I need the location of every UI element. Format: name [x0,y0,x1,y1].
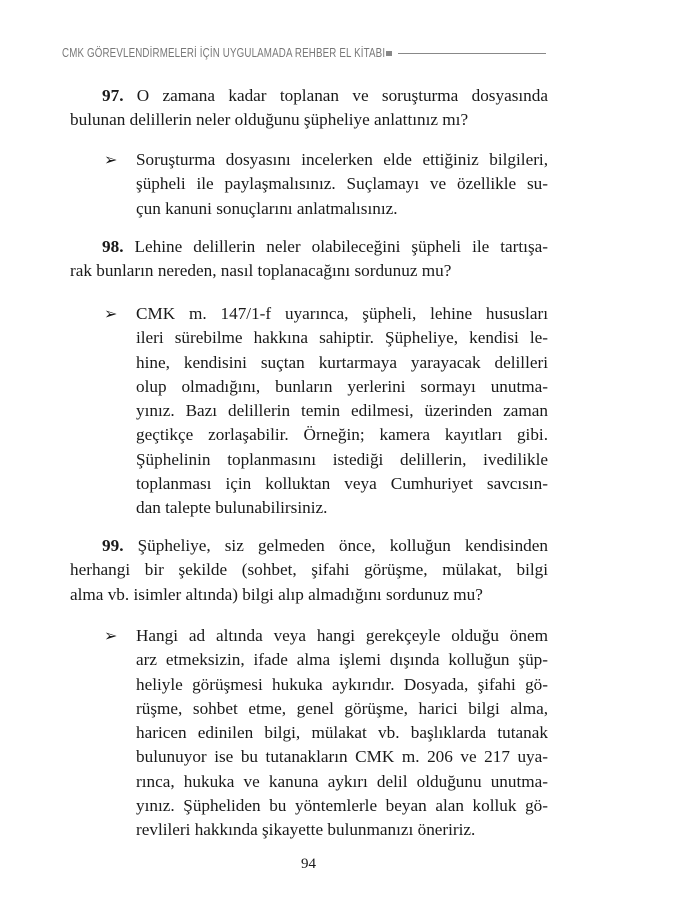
answer-line: heliyle görüşmesi hukuka aykırıdır. Dosyada, şifahi gö- [136,674,548,694]
question-line: herhangi bir şekilde (sohbet, şifahi görüşme, mülakat, bilgi [70,560,548,580]
answer-line: arz etmeksizin, ifade alma işlemi dışında kolluğun şüp- [136,650,548,670]
arrow-right-icon: ➢ [104,306,118,323]
answer-line: Şüphelinin toplanmasını istediği delillerin, ivedilikle [136,449,548,469]
answer-line: dan talepte bulunabilirsiniz. [136,498,328,518]
question-text: Şüpheliye, siz gelmeden önce, kolluğun kendisinden [123,536,548,555]
question-line: rak bunların nereden, nasıl toplanacağını sordunuz mu? [70,261,452,281]
answer-line: olup olmadığını, bunların yerlerini sormayı unutma- [136,376,548,396]
arrow-right-icon: ➢ [104,152,118,169]
question-text: O zamana kadar toplanan ve soruşturma dosyasında [123,86,548,105]
answer-line: Hangi ad altında veya hangi gerekçeyle olduğu önem [136,626,548,645]
question-text: Lehine delillerin neler olabileceğini şüpheli ile tartışa- [123,237,548,256]
answer-line: yınız. Şüpheliden bu yöntemlerle beyan alan kolluk gö- [136,796,548,816]
answer-line: Soruşturma dosyasını incelerken elde ettiğiniz bilgileri, [136,150,548,169]
answer-line: şüpheli ile paylaşmalısınız. Suçlamayı ve özellikle su- [136,174,548,194]
running-header: CMK GÖREVLENDİRMELERİ İÇİN UYGULAMADA REHBER EL KİTABI [62,46,386,60]
answer-line: haricen edinilen bilgi, mülakat vb. başlıklarda tutanak [136,723,548,743]
page-number: 94 [301,856,316,872]
question-number: 99. [102,536,124,555]
answer-97 [136,148,548,221]
answer-line: çun kanuni sonuçlarını anlatmalısınız. [136,198,398,218]
answer-line: ileri sürebilme hakkına sahiptir. Şüpheliye, kendisi le- [136,328,548,348]
answer-line: toplanması için kolluktan veya Cumhuriyet savcısın- [136,474,548,494]
answer-line: rüşme, sohbet etme, genel görüşme, harici bilgi alma, [136,698,548,718]
header-rule [398,53,546,54]
answer-line: hine, kendisini suçtan kurtarmaya yarayacak delilleri [136,352,548,372]
question-97 [70,84,548,133]
question-line [70,534,548,558]
answer-99 [136,624,548,843]
answer-line: rınca, hukuka ve kanuna aykırı delil olduğunu unutma- [136,771,548,791]
answer-line: yınız. Bazı delillerin temin edilmesi, üzerinden zaman [136,401,548,421]
question-number: 98. [102,237,124,256]
question-line [70,235,548,259]
question-line: alma vb. isimler altında) bilgi alıp almadığını sordunuz mu? [70,584,483,604]
arrow-right-icon: ➢ [104,628,118,645]
question-line: bulunan delillerin neler olduğunu şüpheliye anlattınız mı? [70,110,469,130]
question-98 [70,235,548,284]
question-number: 97. [102,86,124,105]
answer-line: revlileri hakkında şikayette bulunmanızı öneririz. [136,820,476,840]
answer-98 [136,302,548,521]
header-square [386,51,392,56]
answer-line: bulunuyor ise bu tutanakların CMK m. 206 ve 217 uya- [136,747,548,767]
question-line [70,84,548,108]
answer-line: geçtikçe zorlaşabilir. Örneğin; kamera kayıtları gibi. [136,425,548,445]
question-99 [70,534,548,607]
answer-line: CMK m. 147/1-f uyarınca, şüpheli, lehine hususları [136,304,548,323]
